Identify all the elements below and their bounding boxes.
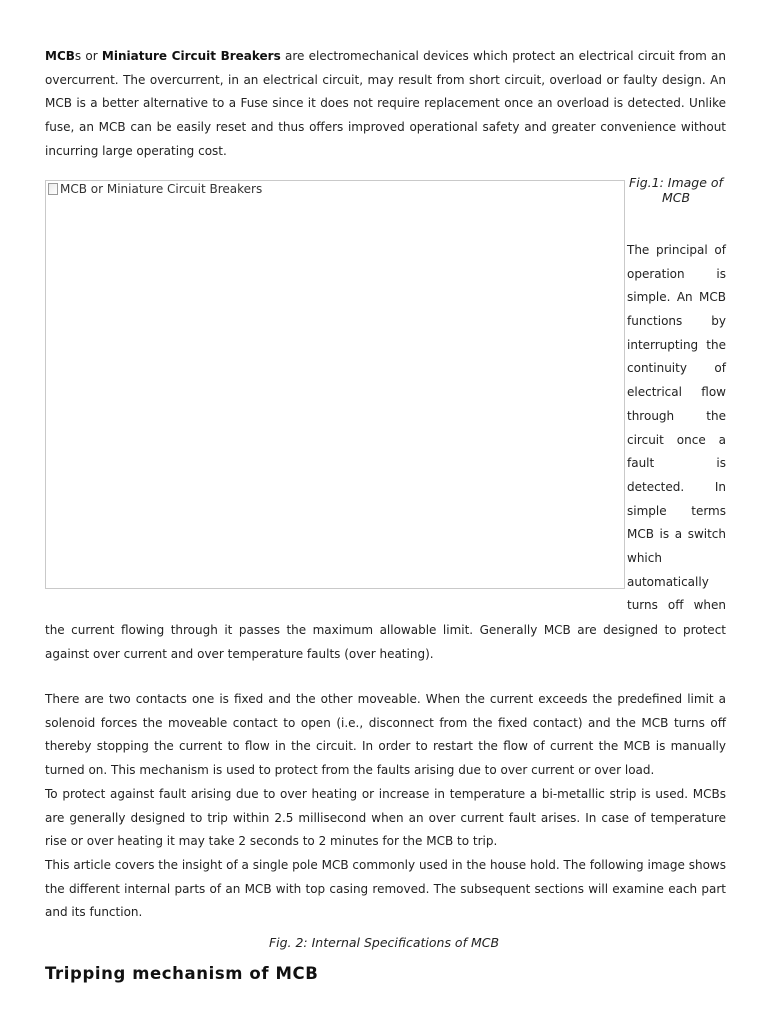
side-text-line: functions by bbox=[627, 314, 726, 329]
side-text-line: interrupting the bbox=[627, 337, 726, 352]
side-text-line: fault is bbox=[627, 456, 726, 471]
continuation-line: against over current and over temperature faults (over heating). bbox=[45, 646, 434, 661]
side-text-line: continuity of bbox=[627, 361, 726, 376]
side-text-line: turns off when bbox=[627, 598, 726, 613]
side-text-line: operation is bbox=[627, 266, 726, 281]
section-heading: Tripping mechanism of MCB bbox=[45, 964, 319, 983]
broken-image-placeholder bbox=[48, 182, 262, 196]
side-text-line: The principal of bbox=[627, 243, 726, 257]
figure-1-caption: Fig.1: Image of MCB bbox=[629, 175, 723, 205]
bimetal-paragraph: To protect against fault arising due to over heating or increase in temperature a bi-metallic strip is used. MCBs are generally designed to trip within 2.5 millisecond when an over current fault arises. In case of temperature rise or over heating it may take 2 seconds to 2 minutes for the MCB to trip. bbox=[45, 787, 726, 849]
side-text-line: through the bbox=[627, 408, 726, 423]
contacts-paragraph: There are two contacts one is fixed and the other moveable. When the current exceeds the predefined limit a solenoid forces the moveable contact to open (i.e., disconnect from the fixed contact) and the MCB turns off thereby stopping the current to flow in the circuit. In order to restart the flow of current the MCB is manually turned on. This mechanism is used to protect from the faults arising due to over current or over load. bbox=[45, 692, 726, 778]
term-mcb: MCB bbox=[45, 49, 75, 63]
side-text-line: detected. In bbox=[627, 479, 726, 494]
article-paragraph: This article covers the insight of a single pole MCB commonly used in the house hold. The following image shows the different internal parts of an MCB with top casing removed. The subsequent sections will examine each part and its function. bbox=[45, 858, 726, 920]
side-text-line: automatically bbox=[627, 574, 709, 589]
figure-1-image bbox=[45, 180, 625, 589]
figure-2-caption: Fig. 2: Internal Specifications of MCB bbox=[268, 935, 500, 950]
side-text-column bbox=[627, 239, 726, 618]
term-suffix: s or bbox=[74, 49, 102, 63]
broken-image-icon bbox=[48, 183, 58, 195]
side-text-line: MCB is a switch bbox=[627, 527, 726, 542]
intro-body: are electromechanical devices which protect an electrical circuit from an overcurrent. The overcurrent, in an electrical circuit, may result from short circuit, overload or faulty design. An MCB is a better alternative to a Fuse since it does not require replacement once an overload is detected. Unlike fuse, an MCB can be easily reset and thus offers improved operational safety and greater convenience without incurring large operating cost. bbox=[45, 49, 727, 158]
side-text-line: simple. An MCB bbox=[627, 290, 726, 305]
side-text-line: simple terms bbox=[627, 503, 726, 518]
continuation-paragraph bbox=[45, 619, 726, 666]
side-text-line: electrical flow bbox=[627, 385, 726, 400]
continuation-line: the current flowing through it passes the maximum allowable limit. Generally MCB are designed to protect bbox=[45, 623, 726, 637]
figure-1-alt-text: MCB or Miniature Circuit Breakers bbox=[60, 182, 263, 196]
term-miniature-circuit-breakers: Miniature Circuit Breakers bbox=[101, 49, 281, 63]
intro-paragraph bbox=[45, 45, 726, 164]
side-text-line: which bbox=[627, 550, 662, 565]
side-text-line: circuit once a bbox=[627, 432, 726, 447]
